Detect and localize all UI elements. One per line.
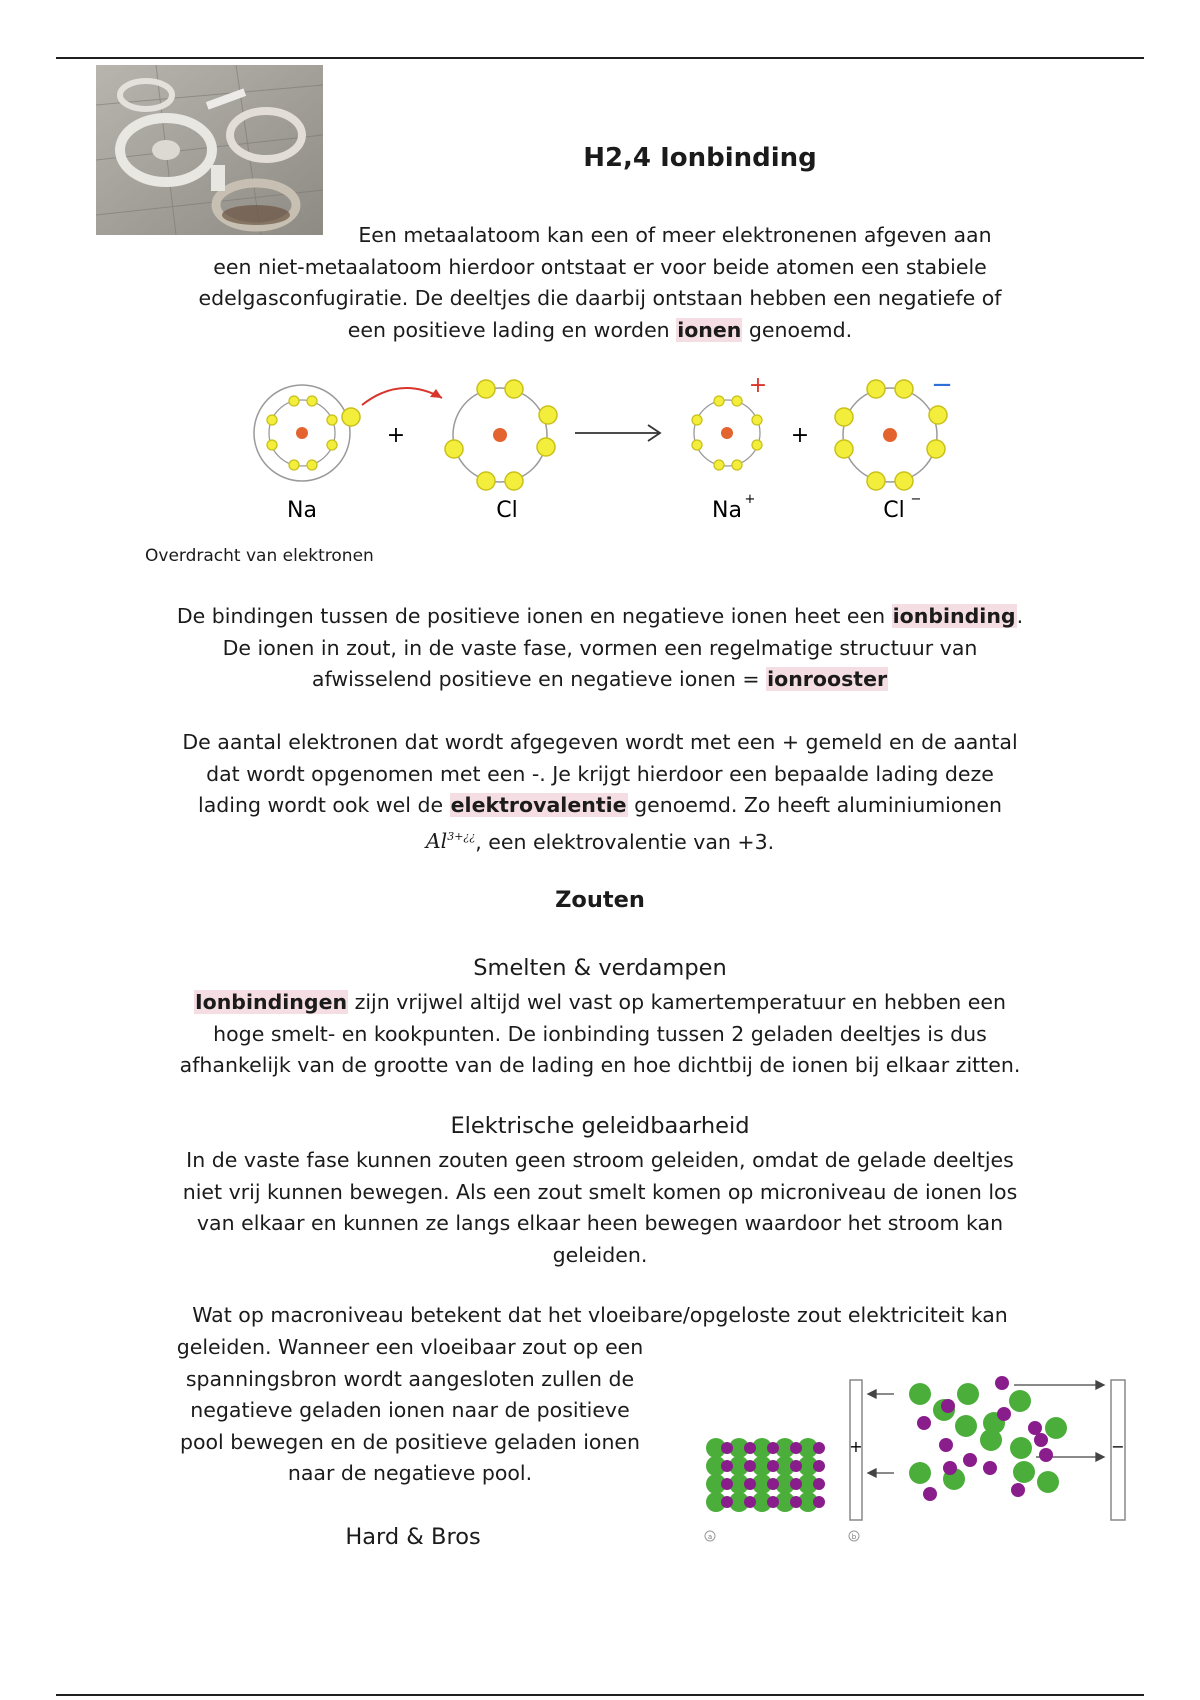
green-ion: [957, 1383, 979, 1405]
aluminium-formula: [426, 829, 475, 853]
purple-ion: [721, 1496, 733, 1508]
label-b: b: [851, 1533, 857, 1541]
term-elektrovalentie: elektrovalentie: [450, 793, 627, 817]
electron-transfer-figure: [230, 365, 980, 535]
purple-ion: [1028, 1421, 1042, 1435]
formula-sup: 3+¿¿: [447, 830, 476, 844]
purple-ion: [790, 1442, 802, 1454]
valence-line-3-pre: lading wordt ook wel de: [198, 793, 450, 817]
purple-ion: [1011, 1483, 1025, 1497]
purple-ion: [790, 1478, 802, 1490]
electrode-minus-label: −: [1111, 1437, 1125, 1456]
label-cl-ion: Cl: [883, 498, 905, 523]
conductivity-paragraph: [120, 1145, 1080, 1271]
macro-line-5: pool bewegen en de positieve geladen ionen: [179, 1429, 641, 1454]
macro-line-4: negatieve geladen ionen naar de positieve: [190, 1398, 630, 1422]
purple-ion: [917, 1416, 931, 1430]
melt-line-1-post: zijn vrijwel altijd wel vast op kamertemperatuur en hebben een: [348, 990, 1006, 1014]
cond-line-4: geleiden.: [552, 1242, 648, 1267]
bonding-line-2: De ionen in zout, in de vaste fase, vormen een regelmatige structuur van: [222, 635, 978, 660]
purple-ion: [1034, 1433, 1048, 1447]
purple-ion: [923, 1487, 937, 1501]
intro-line-2: een niet-metaalatoom hierdoor ontstaat er voor beide atomen een stabiele: [213, 254, 987, 279]
formula-base: Al: [425, 829, 448, 854]
purple-ion: [813, 1496, 825, 1508]
purple-ion: [767, 1496, 779, 1508]
na-nucleus: [296, 427, 308, 439]
plus-sign-2: +: [790, 423, 810, 448]
macro-paragraph: [140, 1332, 680, 1490]
section-geleidbaarheid-title: Elektrische geleidbaarheid: [450, 1113, 750, 1139]
label-cl-ion-sup: −: [910, 492, 922, 507]
label-na: Na: [287, 498, 317, 523]
section-zouten-title: Zouten: [555, 887, 645, 913]
section-smelten-title: Smelten & verdampen: [473, 955, 727, 981]
term-ionbindingen: Ionbindingen: [195, 990, 348, 1014]
na-charge-plus: +: [748, 373, 768, 398]
melt-paragraph: [120, 987, 1080, 1082]
valence-line-2: dat wordt opgenomen met een -. Je krijgt hierdoor een bepaalde lading deze: [206, 761, 994, 786]
purple-ion: [767, 1460, 779, 1472]
label-na-ion-sup: +: [744, 492, 756, 507]
macro-line-2: geleiden. Wanneer een vloeibaar zout op een: [176, 1335, 644, 1359]
purple-ion: [790, 1460, 802, 1472]
purple-ion: [744, 1442, 756, 1454]
green-ion: [1009, 1390, 1031, 1412]
bonding-line-1-pre: De bindingen tussen de positieve ionen en negatieve ionen heet een: [176, 604, 892, 628]
bonding-line-1-post: .: [1016, 604, 1024, 628]
purple-ion: [995, 1376, 1009, 1390]
valence-line-1: De aantal elektronen dat wordt afgegeven wordt met een + gemeld en de aantal: [182, 730, 1018, 754]
cond-line-2: niet vrij kunnen bewegen. Als een zout smelt komen op microniveau de ionen los: [182, 1179, 1018, 1204]
green-ion: [1010, 1437, 1032, 1459]
purple-ion: [721, 1442, 733, 1454]
page-title: H2,4 Ionbinding: [583, 143, 817, 173]
cond-line-1: In de vaste fase kunnen zouten geen stroom geleiden, omdat de gelade deeltjes: [186, 1148, 1014, 1172]
intro-line-4-pre: een positieve lading en worden: [347, 317, 677, 342]
purple-ion: [963, 1453, 977, 1467]
green-ion: [980, 1429, 1002, 1451]
label-cl: Cl: [496, 498, 518, 523]
na-atom: [254, 385, 360, 481]
purple-ion: [997, 1407, 1011, 1421]
purple-ion: [744, 1496, 756, 1508]
green-ion: [1037, 1471, 1059, 1493]
macro-line-1: Wat op macroniveau betekent dat het vloeibare/opgeloste zout elektriciteit kan: [192, 1303, 1008, 1327]
term-ionrooster: ionrooster: [767, 667, 888, 691]
melt-line-3: afhankelijk van de grootte van de lading en hoe dichtbij de ionen bij elkaar zitten.: [179, 1053, 1021, 1077]
purple-ion: [813, 1478, 825, 1490]
term-ionbinding: ionbinding: [892, 604, 1016, 628]
macro-line-3: spanningsbron wordt aangesloten zullen de: [185, 1366, 635, 1391]
bonding-line-3-pre: afwisselend positieve en negatieve ionen =: [311, 667, 767, 691]
purple-ion: [813, 1460, 825, 1472]
purple-ion: [744, 1478, 756, 1490]
macro-line-6: naar de negatieve pool.: [287, 1461, 533, 1485]
green-ion: [909, 1462, 931, 1484]
ion-conductivity-figure: [698, 1368, 1138, 1546]
green-ion: [1013, 1461, 1035, 1483]
valence-line-3-post: genoemd. Zo heeft aluminiumionen: [627, 793, 1002, 817]
header-photo: [96, 65, 323, 235]
melt-line-2: hoge smelt- en kookpunten. De ionbinding tussen 2 geladen deeltjes is dus: [213, 1021, 987, 1046]
intro-line-3: edelgasconfugiratie. De deeltjes die daarbij ontstaan hebben een negatiefe of: [198, 286, 1002, 310]
transferred-electron: [342, 408, 360, 426]
label-a: a: [707, 1533, 713, 1541]
purple-ion: [813, 1442, 825, 1454]
valence-paragraph: [120, 727, 1080, 858]
purple-ion: [983, 1461, 997, 1475]
ion-lattice: [706, 1438, 825, 1512]
purple-ion: [790, 1496, 802, 1508]
label-na-ion: Na: [712, 498, 742, 523]
purple-ion: [744, 1460, 756, 1472]
green-ion: [909, 1383, 931, 1405]
purple-ion: [721, 1478, 733, 1490]
purple-ion: [941, 1399, 955, 1413]
bottom-rule: [56, 1694, 1144, 1696]
cond-line-3: van elkaar en kunnen ze langs elkaar heen bewegen waardoor het stroom kan: [196, 1211, 1004, 1235]
purple-ion: [721, 1460, 733, 1472]
top-rule: [56, 57, 1144, 59]
valence-line-4-post: , een elektrovalentie van +3.: [475, 829, 775, 854]
green-ion: [1045, 1417, 1067, 1439]
green-ion: [955, 1415, 977, 1437]
purple-ion: [939, 1438, 953, 1452]
cl-charge-minus: −: [931, 370, 953, 400]
purple-ion: [1039, 1448, 1053, 1462]
molten-salt-ions: [909, 1376, 1067, 1501]
section-hard-bros-title: Hard & Bros: [345, 1524, 481, 1550]
purple-ion: [943, 1461, 957, 1475]
figure-caption: Overdracht van elektronen: [145, 546, 374, 566]
electrode-plus-label: +: [849, 1437, 863, 1456]
purple-ion: [767, 1478, 779, 1490]
bonding-paragraph: [120, 601, 1080, 696]
intro-line-4-post: genoemd.: [742, 317, 853, 342]
na-ion: [692, 396, 762, 470]
intro-line-1: Een metaalatoom kan een of meer elektronenen afgeven aan: [358, 223, 992, 247]
cl-atom: [445, 380, 557, 490]
purple-ion: [767, 1442, 779, 1454]
term-ionen: ionen: [677, 317, 742, 342]
plus-sign-1: +: [386, 423, 406, 448]
intro-paragraph: [160, 220, 1040, 346]
